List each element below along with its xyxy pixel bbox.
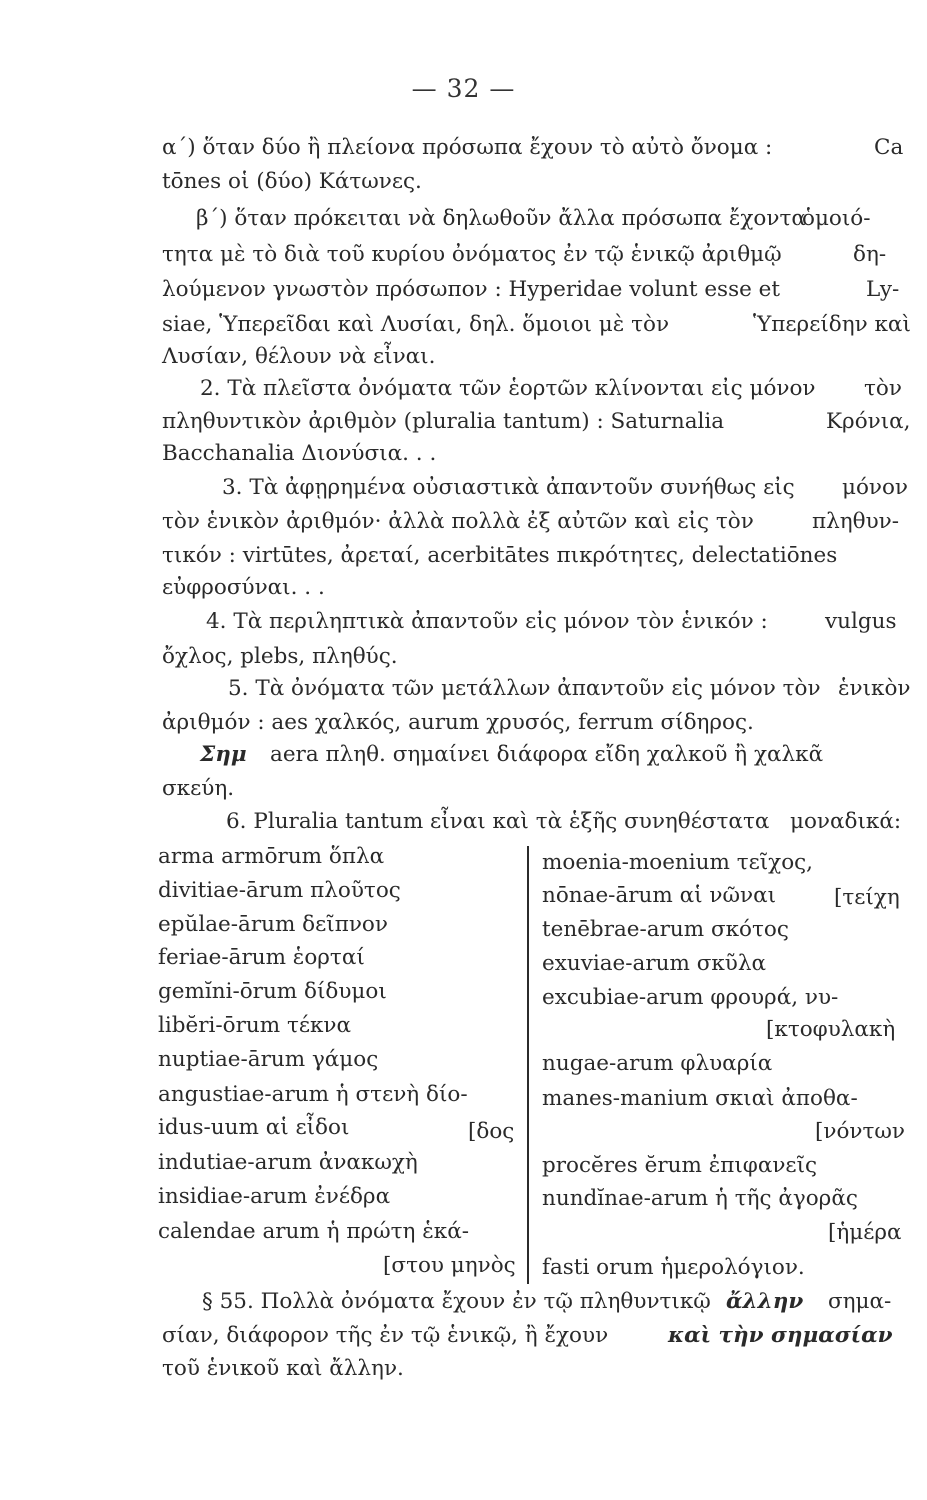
text-segment: λούμενον γνωστὸν πρόσωπον : Hyperidae volunt esse et bbox=[162, 277, 781, 302]
text-segment: τικόν : virtūtes, ἀρεταί, acerbitātes πικρότητες, delectatiōnes bbox=[162, 543, 838, 568]
text-segment: ἀριθμόν : aes χαλκός, aurum χρυσός, ferrum σίδηρος. bbox=[162, 710, 754, 735]
text-segment: ὁμοιό- bbox=[802, 206, 871, 231]
left-column-item: indutiae-arum ἀνακωχὴ bbox=[158, 1150, 418, 1175]
right-column-continuation: [τείχη bbox=[834, 885, 900, 910]
text-segment: μόνον bbox=[842, 475, 909, 500]
right-column-item: exuviae-arum σκῦλα bbox=[542, 951, 767, 976]
text-segment: vulgus bbox=[825, 609, 897, 634]
text-segment: 6. Pluralia tantum εἶναι καὶ τὰ ἑξῆς συνηθέστατα bbox=[226, 809, 770, 834]
text-segment: ὄχλος, plebs, πληθύς. bbox=[162, 644, 398, 669]
right-column-continuation: [νόντων bbox=[815, 1119, 905, 1144]
left-column-item: angustiae-arum ἡ στενὴ δίο- bbox=[158, 1082, 468, 1107]
text-segment: τὸν ἑνικὸν ἀριθμόν· ἀλλὰ πολλὰ ἐξ αὐτῶν καὶ εἰς τὸν bbox=[162, 509, 754, 534]
left-column-item: insidiae-arum ἐνέδρα bbox=[158, 1184, 391, 1209]
text-segment: τοῦ ἑνικοῦ καὶ ἄλλην. bbox=[162, 1356, 404, 1381]
text-segment: τητα μὲ τὸ διὰ τοῦ κυρίου ὀνόματος ἐν τῷ ἑνικῷ ἀριθμῷ bbox=[162, 242, 782, 267]
right-column-item: moenia-moenium τεῖχος, bbox=[542, 850, 814, 875]
text-segment: μοναδικά: bbox=[790, 809, 902, 834]
right-column-item: nundĭnae-arum ἡ τῆς ἀγορᾶς bbox=[542, 1186, 858, 1211]
emphasis-text: καὶ τὴν σημασίαν bbox=[668, 1323, 893, 1348]
right-column-item: nōnae-ārum αἱ νῶναι bbox=[542, 883, 777, 908]
right-column-item: manes-manium σκιαὶ ἀποθα- bbox=[542, 1086, 858, 1111]
text-segment: ἑνικὸν bbox=[838, 676, 911, 701]
left-column-continuation: [δος bbox=[468, 1119, 515, 1144]
note-label: Σημ bbox=[200, 742, 247, 767]
text-segment: Ὑπερείδην καὶ bbox=[753, 312, 911, 337]
right-column-continuation: [ἡμέρα bbox=[828, 1220, 902, 1245]
left-column-item: epŭlae-ārum δεῖπνον bbox=[158, 912, 388, 937]
left-column-item: idus-uum αἱ εἶδοι bbox=[158, 1115, 350, 1140]
page-number: — 32 — bbox=[411, 74, 516, 103]
text-segment: 2. Τὰ πλεῖστα ὀνόματα τῶν ἑορτῶν κλίνονται εἰς μόνον bbox=[200, 376, 816, 401]
right-column-item: excubiae-arum φρουρά, νυ- bbox=[542, 985, 839, 1010]
left-column-item: divitiae-ārum πλοῦτος bbox=[158, 878, 401, 903]
emphasis-text: ἄλλην bbox=[726, 1289, 804, 1314]
text-segment: Bacchanalia Διονύσια. . . bbox=[162, 441, 437, 466]
text-segment: 3. Τὰ ἀφῃρημένα οὐσιαστικὰ ἀπαντοῦν συνήθως εἰς bbox=[222, 475, 795, 500]
right-column-continuation: [κτοφυλακὴ bbox=[766, 1017, 896, 1042]
left-column-item: nuptiae-ārum γάμος bbox=[158, 1047, 379, 1072]
text-segment: Ca bbox=[874, 135, 904, 160]
left-column-item: feriae-ārum ἑορταί bbox=[158, 945, 365, 970]
text-segment: σκεύη. bbox=[162, 776, 235, 801]
text-segment: § 55. Πολλὰ ὀνόματα ἔχουν ἐν τῷ πληθυντικῷ bbox=[202, 1289, 711, 1314]
left-column-item: arma armōrum ὅπλα bbox=[158, 844, 385, 869]
right-column-item: fasti orum ἡμερολόγιον. bbox=[542, 1255, 805, 1280]
text-segment: siae, Ὑπερεῖδαι καὶ Λυσίαι, δηλ. ὅμοιοι μὲ τὸν bbox=[162, 312, 670, 337]
text-segment: Λυσίαν, θέλουν νὰ εἶναι. bbox=[162, 344, 436, 369]
left-column-continuation: [στου μηνὸς bbox=[383, 1253, 516, 1278]
text-segment: πληθυν- bbox=[812, 509, 899, 534]
text-segment: πληθυντικὸν ἀριθμὸν (pluralia tantum) : Saturnalia bbox=[162, 409, 725, 434]
text-segment: σίαν, διάφορον τῆς ἐν τῷ ἑνικῷ, ἢ ἔχουν bbox=[162, 1323, 609, 1348]
text-segment: Ly- bbox=[866, 277, 900, 302]
text-segment: β΄) ὅταν πρόκειται νὰ δηλωθοῦν ἄλλα πρόσωπα ἔχοντα bbox=[196, 206, 806, 231]
left-column-item: gemĭni-ōrum δίδυμοι bbox=[158, 979, 387, 1004]
text-segment: α΄) ὅταν δύο ἢ πλείονα πρόσωπα ἔχουν τὸ αὐτὸ ὄνομα : bbox=[162, 135, 773, 160]
text-segment: 4. Τὰ περιληπτικὰ ἀπαντοῦν εἰς μόνον τὸν ἑνικόν : bbox=[206, 609, 768, 634]
text-segment: σημα- bbox=[828, 1289, 892, 1314]
text-segment: tōnes οἱ (δύο) Κάτωνες. bbox=[162, 169, 422, 194]
text-segment: δη- bbox=[853, 242, 887, 267]
text-segment: Κρόνια, bbox=[826, 409, 911, 434]
text-segment: τὸν bbox=[864, 376, 902, 401]
right-column-item: nugae-arum φλυαρία bbox=[542, 1051, 773, 1076]
text-segment: εὐφροσύναι. . . bbox=[162, 575, 325, 600]
right-column-item: tenēbrae-arum σκότος bbox=[542, 917, 789, 942]
right-column-item: procĕres ĕrum ἐπιφανεῖς bbox=[542, 1153, 818, 1178]
left-column-item: calendae arum ἡ πρώτη ἑκά- bbox=[158, 1219, 469, 1244]
text-segment: 5. Τὰ ὀνόματα τῶν μετάλλων ἀπαντοῦν εἰς μόνον τὸν bbox=[228, 676, 821, 701]
text-segment: aera πληθ. σημαίνει διάφορα εἴδη χαλκοῦ ἢ χαλκᾶ bbox=[270, 742, 824, 767]
left-column-item: libĕri-ōrum τέκνα bbox=[158, 1013, 352, 1038]
column-divider bbox=[527, 846, 529, 1284]
